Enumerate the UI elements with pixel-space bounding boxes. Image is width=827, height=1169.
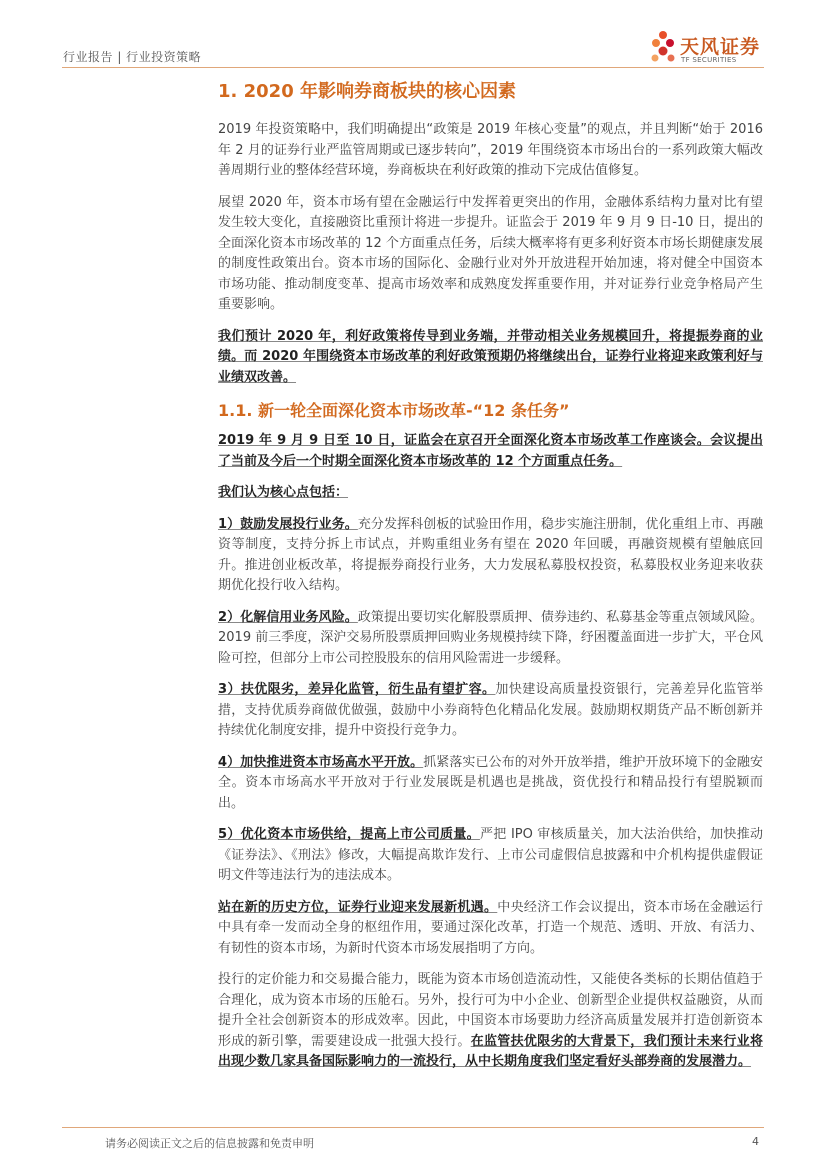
brand-logo: [650, 30, 770, 70]
forecast-bold-text: 我们预计 2020 年，利好政策将传导到业务端，并带动相关业务规模回升，将提振券商的业绩。而 2020 年围绕资本市场改革的利好政策预期仍将继续出台，证券行业将迎来政策利好与业绩双改善。: [218, 328, 763, 385]
page-number: 4: [752, 1135, 759, 1148]
new-era-heading: 站在新的历史方位，证券行业迎来发展新机遇。: [218, 899, 498, 915]
section-title: 1. 2020 年影响券商板块的核心因素: [218, 81, 516, 102]
header-divider: [62, 67, 764, 68]
point-3: [218, 680, 763, 742]
intro-paragraph-2: 展望 2020 年，资本市场有望在金融运行中发挥着更突出的作用，金融体系结构力量对比有望发生较大变化，直接融资比重预计将进一步提升。证监会于 2019 年 9 月 9 日-10 日，提出的全面深化资本市场改革的 12 个方面重点任务，后续大概率将有更多利好资本市场长期健康发展的制度性政策出台。资本市场的国际化、金融行业对外开放进程开始加速，将对健全中国资本市场功能、推动制度变革、提高市场效率和成熟度发挥重要作用，并对证券行业竞争格局产生重要影响。: [218, 194, 763, 312]
point-4: [218, 753, 763, 815]
meeting-bold-text: 2019 年 9 月 9 日至 10 日，证监会在京召开全面深化资本市场改革工作座谈会。会议提出了当前及今后一个时期全面深化资本市场改革的 12 个方面重点任务。: [218, 433, 763, 469]
core-points-title-text: 我们认为核心点包括：: [218, 485, 349, 500]
point-1: [218, 515, 763, 597]
point-5-heading: 5）优化资本市场供给，提高上市公司质量。: [218, 827, 480, 842]
closing-body: 投行的定价能力和交易撮合能力，既能为资本市场创造流动性，又能使各类标的长期估值趋于合理化，成为资本市场的压舱石。另外，投行可为中小企业、创新型企业提供权益融资，从而提升全社会创新资本的形成效率。因此，中国资本市场要助力经济高质量发展并打造创新资本形成的新引擎，需要建设成一批强大投行。: [218, 972, 763, 1049]
point-5-body: 严把 IPO 审核质量关，加大法治供给，加快推动《证券法》、《刑法》修改，大幅提高欺诈发行、上市公司虚假信息披露和中介机构提供虚假证明文件等违法行为的违法成本。: [218, 827, 763, 883]
new-era-paragraph: [218, 898, 763, 960]
closing-paragraph: [218, 970, 763, 1073]
point-2-heading: 2）化解信用业务风险。: [218, 609, 358, 625]
point-1-body: 充分发挥科创板的试验田作用，稳步实施注册制，优化重组上市、再融资等制度，支持分拆上市试点，并购重组业务有望在 2020 年回暖，再融资规模有望触底回升。推进创业板改革，将提振券商投行业务，大力发展私募股权投资，私募股权业务迎来收获期优化投行收入结构。: [218, 516, 763, 593]
subsection-title: 1.1. 新一轮全面深化资本市场改革-“12 条任务”: [218, 401, 570, 420]
point-3-body: 加快建设高质量投资银行，完善差异化监管举措，支持优质券商做优做强，鼓励中小券商特色化精品化发展。鼓励期权期货产品不断创新并持续优化制度安排，提升中资投行竞争力。: [218, 682, 763, 738]
point-4-heading: 4）加快推进资本市场高水平开放。: [218, 754, 424, 770]
point-3-heading: 3）扶优限劣，差异化监管，衍生品有望扩容。: [218, 682, 496, 697]
main-content: [218, 78, 763, 1084]
point-2-body: 政策提出要切实化解股票质押、债券违约、私募基金等重点领域风险。2019 前三季度，深沪交易所股票质押回购业务规模持续下降，纾困覆盖面进一步扩大，平仓风险可控，但部分上市公司控股股东的信用风险需进一步缓释。: [218, 609, 763, 666]
logo-mark-icon: [650, 30, 678, 66]
point-1-heading: 1）鼓励发展投行业务。: [218, 516, 358, 532]
closing-bold: 在监管扶优限劣的大背景下，我们预计未来行业将出现少数几家具备国际影响力的一流投行，从中长期角度我们坚定看好头部券商的发展潜力。: [218, 1033, 763, 1069]
logo-en-text: TF SECURITIES: [681, 56, 737, 64]
point-2: [218, 608, 763, 670]
logo-cn-text: 天风证券: [680, 36, 761, 58]
intro-paragraph-1: 2019 年投资策略中，我们明确提出“政策是 2019 年核心变量”的观点，并且判断“始于 2016 年 2 月的证券行业严监管周期或已逐步转向”，2019 年围绕资本市场出台的一系列政策大幅改善周期行业的整体经营环境，券商板块在利好政策的推动下完成估值修复。: [218, 122, 763, 178]
footer-divider: [62, 1127, 764, 1128]
new-era-body: 中央经济工作会议提出，资本市场在金融运行中具有牵一发而动全身的枢纽作用，要通过深化改革，打造一个规范、透明、开放、有活力、有韧性的资本市场，为新时代资本市场发展指明了方向。: [218, 899, 763, 956]
point-4-body: 抓紧落实已公布的对外开放举措，维护开放环境下的金融安全。资本市场高水平开放对于行业发展既是机遇也是挑战，资优投行和精品投行有望脱颖而出。: [218, 754, 763, 811]
meeting-paragraph: [218, 431, 763, 472]
point-5: [218, 825, 763, 887]
core-points-title: [218, 483, 763, 504]
footer-disclaimer: 请务必阅读正文之后的信息披露和免责申明: [105, 1137, 314, 1150]
forecast-paragraph: [218, 327, 763, 389]
header-category: 行业报告 | 行业投资策略: [63, 50, 202, 64]
